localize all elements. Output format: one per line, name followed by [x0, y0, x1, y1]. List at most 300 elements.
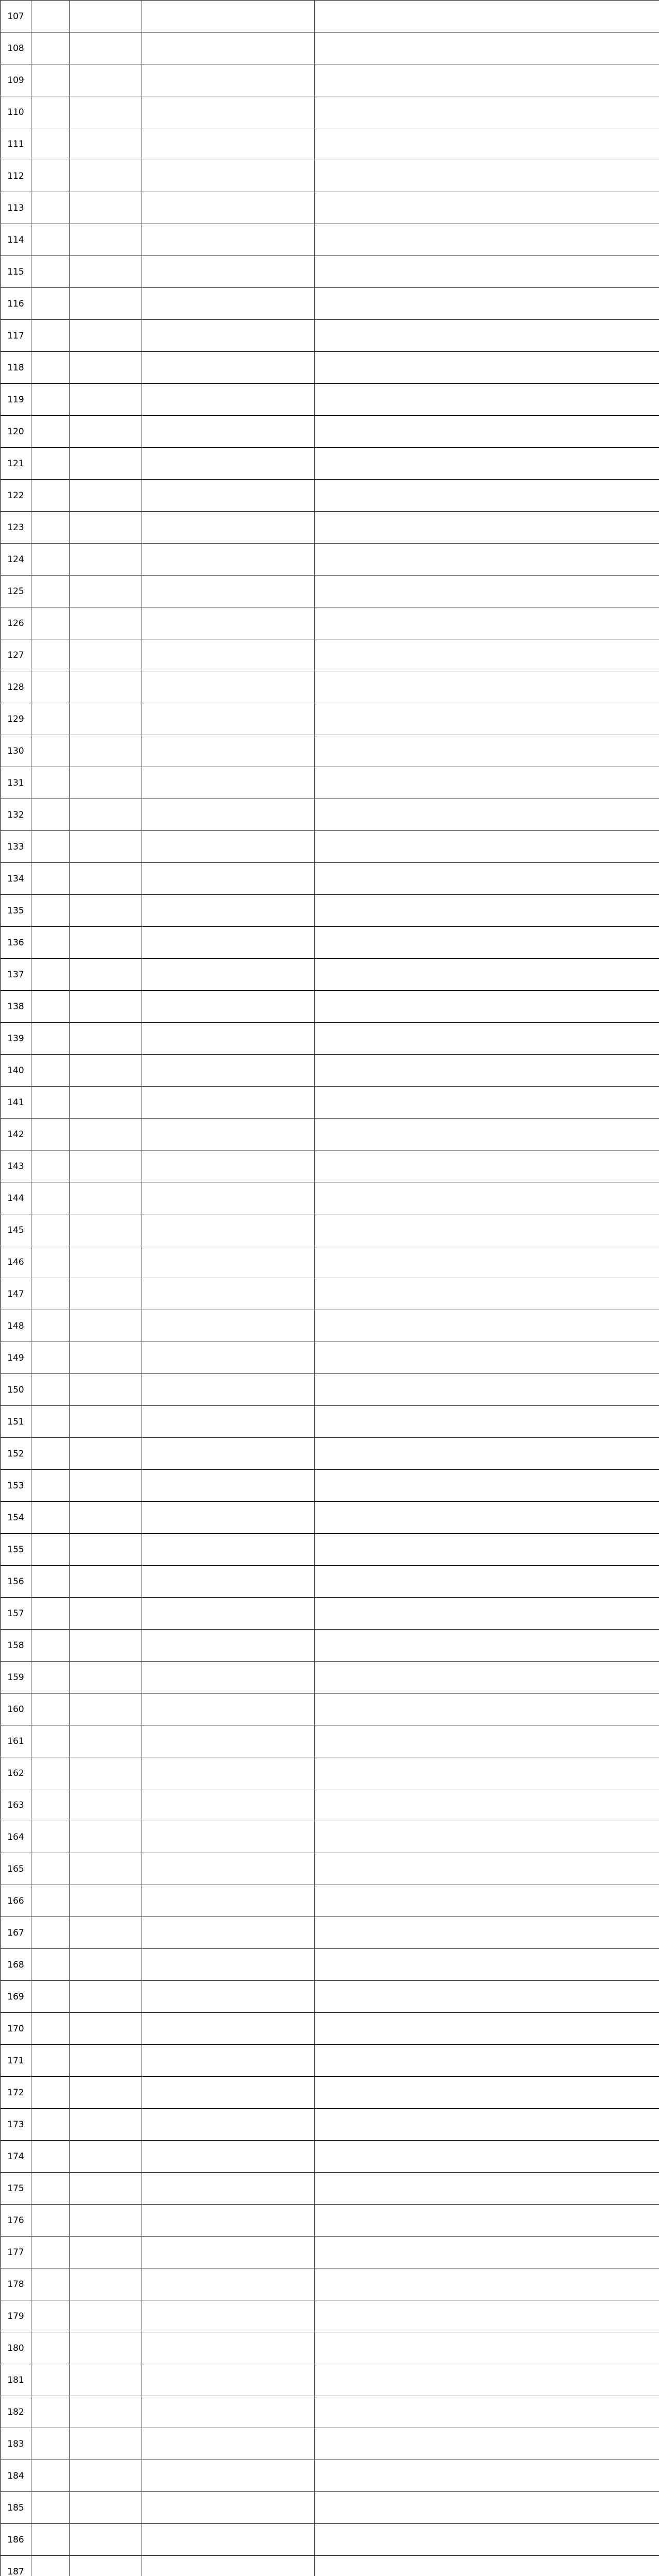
- row-number-cell: 156: [1, 1566, 31, 1598]
- county-cell: [31, 1534, 70, 1566]
- row-number-cell: 162: [1, 1757, 31, 1789]
- address-cell: [315, 1246, 659, 1278]
- facility-name-cell: [142, 1789, 315, 1821]
- town-cell: [70, 1150, 142, 1182]
- town-cell: [70, 1725, 142, 1757]
- county-cell: [31, 128, 70, 160]
- county-cell: [31, 735, 70, 767]
- address-cell: [315, 2428, 659, 2460]
- town-cell: [70, 2396, 142, 2428]
- address-cell: [315, 1055, 659, 1087]
- facility-name-cell: [142, 991, 315, 1023]
- facility-name-cell: [142, 224, 315, 256]
- table-row: [1, 352, 659, 384]
- table-row: [1, 224, 659, 256]
- county-cell: [31, 639, 70, 671]
- address-cell: [315, 1087, 659, 1118]
- county-cell: [31, 1725, 70, 1757]
- facility-name-cell: [142, 352, 315, 384]
- town-cell: [70, 895, 142, 927]
- row-number-cell: 126: [1, 607, 31, 639]
- row-number-cell: 140: [1, 1055, 31, 1087]
- county-cell: [31, 32, 70, 64]
- county-cell: [31, 384, 70, 416]
- county-cell: [31, 2460, 70, 2492]
- table-row: [1, 639, 659, 671]
- table-row: [1, 288, 659, 320]
- facility-name-cell: [142, 927, 315, 959]
- facility-name-cell: [142, 1885, 315, 1917]
- row-number-cell: 148: [1, 1310, 31, 1342]
- table-row: [1, 1310, 659, 1342]
- table-row: [1, 2141, 659, 2173]
- county-cell: [31, 1821, 70, 1853]
- address-cell: [315, 1853, 659, 1885]
- row-number-cell: 176: [1, 2205, 31, 2236]
- facility-name-cell: [142, 1630, 315, 1662]
- row-number-cell: 177: [1, 2236, 31, 2268]
- row-number-cell: 145: [1, 1214, 31, 1246]
- facility-name-cell: [142, 1598, 315, 1630]
- county-cell: [31, 2492, 70, 2524]
- row-number-cell: 165: [1, 1853, 31, 1885]
- town-cell: [70, 160, 142, 192]
- county-cell: [31, 1, 70, 32]
- county-cell: [31, 607, 70, 639]
- address-cell: [315, 895, 659, 927]
- county-cell: [31, 1055, 70, 1087]
- table-row: [1, 1821, 659, 1853]
- town-cell: [70, 64, 142, 96]
- address-cell: [315, 288, 659, 320]
- facility-name-cell: [142, 1470, 315, 1502]
- table-row: [1, 927, 659, 959]
- table-row: [1, 1534, 659, 1566]
- table-row: [1, 64, 659, 96]
- facility-name-cell: [142, 1502, 315, 1534]
- town-cell: [70, 2045, 142, 2077]
- row-number-cell: 136: [1, 927, 31, 959]
- table-row: [1, 1278, 659, 1310]
- table-row: [1, 1118, 659, 1150]
- county-cell: [31, 2077, 70, 2109]
- town-cell: [70, 128, 142, 160]
- table-row: [1, 2109, 659, 2141]
- address-cell: [315, 1278, 659, 1310]
- town-cell: [70, 480, 142, 512]
- address-cell: [315, 1662, 659, 1693]
- town-cell: [70, 703, 142, 735]
- row-number-cell: 155: [1, 1534, 31, 1566]
- table-row: [1, 1470, 659, 1502]
- facility-name-cell: [142, 96, 315, 128]
- facility-name-cell: [142, 1438, 315, 1470]
- facility-name-cell: [142, 384, 315, 416]
- county-cell: [31, 1853, 70, 1885]
- town-cell: [70, 1406, 142, 1438]
- table-row: [1, 2268, 659, 2300]
- address-cell: [315, 1789, 659, 1821]
- county-cell: [31, 1406, 70, 1438]
- row-number-cell: 116: [1, 288, 31, 320]
- facility-name-cell: [142, 2332, 315, 2364]
- facility-name-cell: [142, 1662, 315, 1693]
- county-cell: [31, 544, 70, 575]
- town-cell: [70, 1598, 142, 1630]
- table-row: [1, 1023, 659, 1055]
- row-number-cell: 107: [1, 1, 31, 32]
- town-cell: [70, 575, 142, 607]
- address-cell: [315, 1534, 659, 1566]
- town-cell: [70, 1853, 142, 1885]
- county-cell: [31, 2332, 70, 2364]
- row-number-cell: 167: [1, 1917, 31, 1949]
- row-number-cell: 144: [1, 1182, 31, 1214]
- town-cell: [70, 2141, 142, 2173]
- address-cell: [315, 1470, 659, 1502]
- county-cell: [31, 416, 70, 448]
- town-cell: [70, 2236, 142, 2268]
- table-row: [1, 256, 659, 288]
- county-cell: [31, 480, 70, 512]
- table-row: [1, 2045, 659, 2077]
- table-row: [1, 2556, 659, 2576]
- address-cell: [315, 639, 659, 671]
- address-cell: [315, 1310, 659, 1342]
- row-number-cell: 173: [1, 2109, 31, 2141]
- facility-name-cell: [142, 799, 315, 831]
- address-cell: [315, 1150, 659, 1182]
- address-cell: [315, 2332, 659, 2364]
- facility-name-cell: [142, 192, 315, 224]
- table-row: [1, 1725, 659, 1757]
- town-cell: [70, 1055, 142, 1087]
- address-cell: [315, 863, 659, 895]
- row-number-cell: 154: [1, 1502, 31, 1534]
- table-row: [1, 1917, 659, 1949]
- facility-name-cell: [142, 2013, 315, 2045]
- row-number-cell: 187: [1, 2556, 31, 2576]
- table-row: [1, 831, 659, 863]
- row-number-cell: 132: [1, 799, 31, 831]
- town-cell: [70, 1917, 142, 1949]
- row-number-cell: 111: [1, 128, 31, 160]
- town-cell: [70, 1118, 142, 1150]
- row-number-cell: 113: [1, 192, 31, 224]
- table-row: [1, 1662, 659, 1693]
- facility-name-cell: [142, 1981, 315, 2013]
- town-cell: [70, 735, 142, 767]
- table-row: [1, 1182, 659, 1214]
- county-cell: [31, 1598, 70, 1630]
- table-row: [1, 1406, 659, 1438]
- address-cell: [315, 1917, 659, 1949]
- address-cell: [315, 607, 659, 639]
- county-cell: [31, 1502, 70, 1534]
- address-cell: [315, 544, 659, 575]
- facility-name-cell: [142, 1693, 315, 1725]
- table-row: [1, 512, 659, 544]
- row-number-cell: 152: [1, 1438, 31, 1470]
- address-cell: [315, 927, 659, 959]
- town-cell: [70, 448, 142, 480]
- town-cell: [70, 767, 142, 799]
- town-cell: [70, 1662, 142, 1693]
- county-cell: [31, 575, 70, 607]
- town-cell: [70, 416, 142, 448]
- table-row: [1, 1055, 659, 1087]
- row-number-cell: 133: [1, 831, 31, 863]
- county-cell: [31, 2556, 70, 2576]
- town-cell: [70, 1023, 142, 1055]
- town-cell: [70, 1949, 142, 1981]
- county-cell: [31, 1342, 70, 1374]
- town-cell: [70, 2013, 142, 2045]
- table-row: [1, 160, 659, 192]
- table-row: [1, 2332, 659, 2364]
- table-row: [1, 384, 659, 416]
- row-number-cell: 170: [1, 2013, 31, 2045]
- facility-name-cell: [142, 288, 315, 320]
- address-cell: [315, 2460, 659, 2492]
- address-cell: [315, 64, 659, 96]
- county-cell: [31, 1310, 70, 1342]
- address-cell: [315, 1566, 659, 1598]
- table-row: [1, 575, 659, 607]
- row-number-cell: 172: [1, 2077, 31, 2109]
- table-row: [1, 320, 659, 352]
- county-cell: [31, 320, 70, 352]
- table-row: [1, 2492, 659, 2524]
- facility-name-cell: [142, 2045, 315, 2077]
- table-row: [1, 416, 659, 448]
- address-cell: [315, 2396, 659, 2428]
- town-cell: [70, 2268, 142, 2300]
- address-cell: [315, 2524, 659, 2556]
- row-number-cell: 122: [1, 480, 31, 512]
- town-cell: [70, 1246, 142, 1278]
- town-cell: [70, 2524, 142, 2556]
- town-cell: [70, 2556, 142, 2576]
- address-cell: [315, 1725, 659, 1757]
- address-cell: [315, 352, 659, 384]
- address-cell: [315, 2268, 659, 2300]
- row-number-cell: 153: [1, 1470, 31, 1502]
- row-number-cell: 179: [1, 2300, 31, 2332]
- facility-name-cell: [142, 1310, 315, 1342]
- town-cell: [70, 1087, 142, 1118]
- address-cell: [315, 128, 659, 160]
- county-cell: [31, 1023, 70, 1055]
- row-number-cell: 131: [1, 767, 31, 799]
- facility-name-cell: [142, 703, 315, 735]
- row-number-cell: 137: [1, 959, 31, 991]
- address-cell: [315, 991, 659, 1023]
- county-cell: [31, 1278, 70, 1310]
- table-row: [1, 2205, 659, 2236]
- facility-name-cell: [142, 671, 315, 703]
- town-cell: [70, 2205, 142, 2236]
- row-number-cell: 186: [1, 2524, 31, 2556]
- town-cell: [70, 1789, 142, 1821]
- address-cell: [315, 160, 659, 192]
- address-cell: [315, 959, 659, 991]
- facility-name-cell: [142, 2077, 315, 2109]
- county-cell: [31, 1949, 70, 1981]
- address-cell: [315, 2364, 659, 2396]
- row-number-cell: 127: [1, 639, 31, 671]
- table-row: [1, 2396, 659, 2428]
- county-cell: [31, 1438, 70, 1470]
- address-cell: [315, 767, 659, 799]
- address-cell: [315, 384, 659, 416]
- town-cell: [70, 1534, 142, 1566]
- town-cell: [70, 192, 142, 224]
- county-cell: [31, 895, 70, 927]
- address-cell: [315, 1598, 659, 1630]
- county-cell: [31, 1981, 70, 2013]
- facility-name-cell: [142, 1055, 315, 1087]
- county-cell: [31, 288, 70, 320]
- address-cell: [315, 2556, 659, 2576]
- row-number-cell: 125: [1, 575, 31, 607]
- table-row: [1, 1566, 659, 1598]
- facility-name-cell: [142, 1949, 315, 1981]
- county-cell: [31, 927, 70, 959]
- table-row: [1, 128, 659, 160]
- table-row: [1, 1374, 659, 1406]
- town-cell: [70, 2109, 142, 2141]
- county-cell: [31, 959, 70, 991]
- town-cell: [70, 512, 142, 544]
- table-row: [1, 96, 659, 128]
- town-cell: [70, 1693, 142, 1725]
- table-row: [1, 1, 659, 32]
- table-row: [1, 1342, 659, 1374]
- row-number-cell: 112: [1, 160, 31, 192]
- town-cell: [70, 2492, 142, 2524]
- facility-name-cell: [142, 32, 315, 64]
- town-cell: [70, 831, 142, 863]
- town-cell: [70, 799, 142, 831]
- address-cell: [315, 480, 659, 512]
- address-cell: [315, 1374, 659, 1406]
- facility-name-cell: [142, 448, 315, 480]
- facility-name-cell: [142, 1023, 315, 1055]
- facility-name-cell: [142, 831, 315, 863]
- table-row: [1, 1949, 659, 1981]
- row-number-cell: 181: [1, 2364, 31, 2396]
- facility-name-cell: [142, 1374, 315, 1406]
- town-cell: [70, 544, 142, 575]
- county-cell: [31, 1150, 70, 1182]
- address-cell: [315, 1438, 659, 1470]
- table-row: [1, 703, 659, 735]
- county-cell: [31, 2045, 70, 2077]
- address-cell: [315, 1757, 659, 1789]
- table-row: [1, 2428, 659, 2460]
- row-number-cell: 168: [1, 1949, 31, 1981]
- address-cell: [315, 2013, 659, 2045]
- table-row: [1, 480, 659, 512]
- facility-name-cell: [142, 1534, 315, 1566]
- county-cell: [31, 863, 70, 895]
- address-cell: [315, 448, 659, 480]
- row-number-cell: 139: [1, 1023, 31, 1055]
- county-cell: [31, 1214, 70, 1246]
- table-row: [1, 607, 659, 639]
- facility-name-cell: [142, 512, 315, 544]
- table-row: [1, 767, 659, 799]
- row-number-cell: 130: [1, 735, 31, 767]
- county-cell: [31, 2141, 70, 2173]
- town-cell: [70, 607, 142, 639]
- address-cell: [315, 671, 659, 703]
- table-row: [1, 1438, 659, 1470]
- town-cell: [70, 1821, 142, 1853]
- town-cell: [70, 1502, 142, 1534]
- facility-name-cell: [142, 1917, 315, 1949]
- table-row: [1, 1150, 659, 1182]
- town-cell: [70, 1566, 142, 1598]
- table-row: [1, 1087, 659, 1118]
- facility-name-cell: [142, 2268, 315, 2300]
- row-number-cell: 164: [1, 1821, 31, 1853]
- facility-name-cell: [142, 256, 315, 288]
- town-cell: [70, 2077, 142, 2109]
- address-cell: [315, 2173, 659, 2205]
- county-cell: [31, 2524, 70, 2556]
- county-cell: [31, 1246, 70, 1278]
- county-cell: [31, 160, 70, 192]
- facility-name-cell: [142, 767, 315, 799]
- address-cell: [315, 1630, 659, 1662]
- table-row: [1, 863, 659, 895]
- facility-name-cell: [142, 416, 315, 448]
- address-cell: [315, 2300, 659, 2332]
- facility-name-cell: [142, 1246, 315, 1278]
- county-cell: [31, 1374, 70, 1406]
- facility-name-cell: [142, 2364, 315, 2396]
- row-number-cell: 109: [1, 64, 31, 96]
- county-cell: [31, 1693, 70, 1725]
- table-row: [1, 2524, 659, 2556]
- town-cell: [70, 32, 142, 64]
- county-cell: [31, 256, 70, 288]
- address-cell: [315, 1, 659, 32]
- address-cell: [315, 2077, 659, 2109]
- facility-name-cell: [142, 480, 315, 512]
- facility-name-cell: [142, 64, 315, 96]
- row-number-cell: 183: [1, 2428, 31, 2460]
- row-number-cell: 142: [1, 1118, 31, 1150]
- table-row: [1, 2013, 659, 2045]
- town-cell: [70, 2300, 142, 2332]
- county-cell: [31, 991, 70, 1023]
- facility-name-cell: [142, 1, 315, 32]
- facility-name-cell: [142, 2428, 315, 2460]
- row-number-cell: 141: [1, 1087, 31, 1118]
- address-cell: [315, 1693, 659, 1725]
- county-cell: [31, 448, 70, 480]
- facility-name-cell: [142, 2141, 315, 2173]
- county-cell: [31, 767, 70, 799]
- address-cell: [315, 2141, 659, 2173]
- table-row: [1, 735, 659, 767]
- county-cell: [31, 2013, 70, 2045]
- row-number-cell: 129: [1, 703, 31, 735]
- facility-name-cell: [142, 1821, 315, 1853]
